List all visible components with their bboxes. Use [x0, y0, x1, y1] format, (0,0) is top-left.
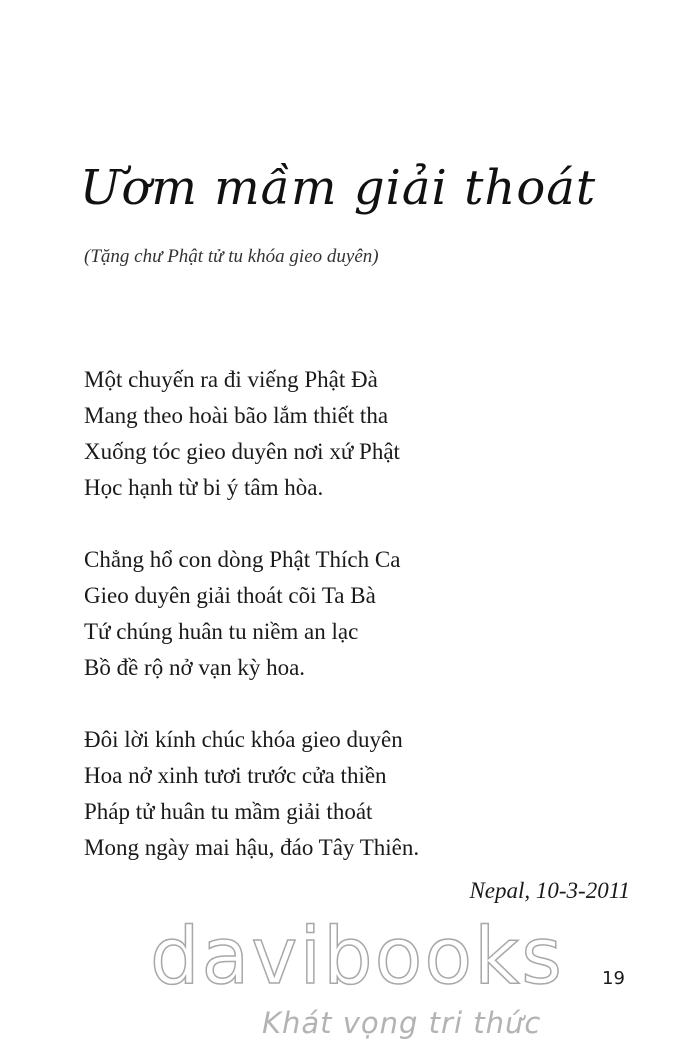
poem-line: Chẳng hổ con dòng Phật Thích Ca	[84, 547, 401, 572]
stanza-3	[84, 722, 644, 866]
poem-line: Mong ngày mai hậu, đáo Tây Thiên.	[84, 835, 420, 860]
poem-line: Một chuyến ra đi viếng Phật Đà	[84, 367, 378, 392]
poem-line: Mang theo hoài bão lắm thiết tha	[84, 403, 389, 428]
stanza-2	[84, 542, 644, 686]
poem-line: Hoa nở xinh tươi trước cửa thiền	[84, 763, 387, 788]
poem-line: Gieo duyên giải thoát cõi Ta Bà	[84, 583, 376, 608]
page-number: 19	[602, 968, 625, 989]
poem-line: Bồ đề rộ nở vạn kỳ hoa.	[84, 655, 306, 680]
poem-line: Đôi lời kính chúc khóa gieo duyên	[84, 727, 403, 752]
watermark-slogan: Khát vọng tri thức	[262, 1006, 542, 1040]
poem-line: Tứ chúng huân tu niềm an lạc	[84, 619, 359, 644]
poem-body	[84, 362, 644, 902]
watermark-brand: davibooks	[150, 912, 564, 1002]
poem-line: Xuống tóc gieo duyên nơi xứ Phật	[84, 439, 400, 464]
poem-title: Ươm mầm giải thoát	[80, 160, 597, 216]
poem-line: Học hạnh từ bi ý tâm hòa.	[84, 475, 324, 500]
poem-line: Pháp tử huân tu mầm giải thoát	[84, 799, 373, 824]
stanza-1	[84, 362, 644, 506]
poem-dedication: (Tặng chư Phật tử tu khóa gieo duyên)	[84, 246, 379, 267]
place-date: Nepal, 10-3-2011	[469, 878, 630, 903]
